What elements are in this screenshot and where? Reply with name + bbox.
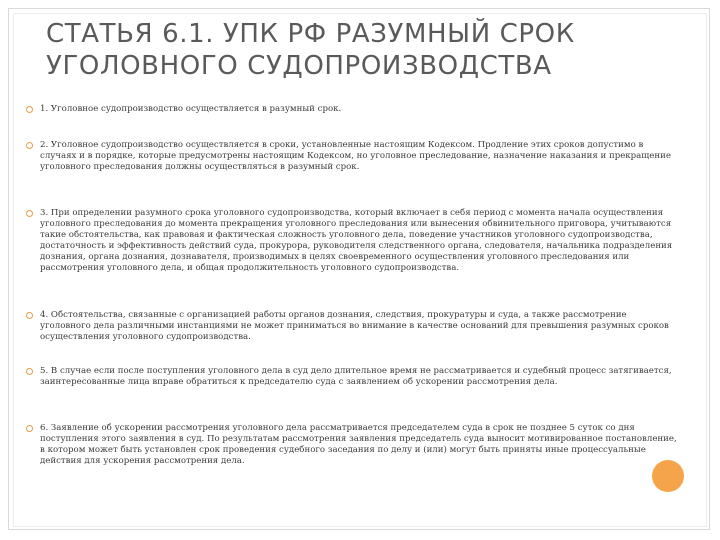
clause-text: 6. Заявление об ускорении рассмотрения уголовного дела рассматривается председателем суда в срок не позднее 5 суток со дня поступления этого заявления в суд. По результатам рассмотрения заявления председатель суда выносит мотивированное постановление, в котором может быть установлен срок проведения судебного заседания по делу и (или) могут быть приняты иные процессуальные действия для ускорения рассмотрения дела. (40, 423, 677, 466)
clause-text: 1. Уголовное судопроизводство осуществляется в разумный срок. (40, 104, 342, 114)
clause-text: 5. В случае если после поступления уголовного дела в суд дело длительное время не рассматривается и судебный процесс затягивается, заинтересованные лица вправе обратиться к председателю суда с заявлением об ускорении рассмотрения дела. (40, 366, 672, 387)
clause-item-3 (40, 208, 680, 273)
clause-text: 2. Уголовное судопроизводство осуществляется в сроки, установленные настоящим Кодексом. Продление этих сроков допустимо в случаях и в порядке, которые предусмотрены настоящим Кодексом, но уголовное преследование, назначение наказания и прекращение уголовного преследования должны осуществляться в разумный срок. (40, 140, 671, 172)
accent-dot-icon (652, 460, 684, 492)
clause-text: 4. Обстоятельства, связанные с организацией работы органов дознания, следствия, прокуратуры и суда, а также рассмотрение уголовного дела различными инстанциями не может приниматься во внимание в качестве оснований для превышения разумных сроков осуществления уголовного судопроизводства. (40, 310, 669, 342)
clause-item-5 (40, 366, 680, 388)
clause-item-6 (40, 423, 680, 467)
clause-text: 3. При определении разумного срока уголовного судопроизводства, который включает в себя период с момента начала осуществления уголовного преследования до момента прекращения уголовного преследования или вынесения обвинительного приговора, учитываются такие обстоятельства, как правовая и фактическая сложность уголовного дела, поведение участников уголовного судопроизводства, достаточность и эффективность действий суда, прокурора, руководителя следственного органа, следователя, начальника подразделения дознания, органа дознания, дознавателя, производимых в целях своевременного осуществления уголовного преследования или рассмотрения уголовного дела, и общая продолжительность уголовного судопроизводства. (40, 208, 673, 273)
clause-item-2 (40, 140, 680, 173)
bullet-circle-icon (26, 425, 33, 432)
bullet-circle-icon (26, 312, 33, 319)
bullet-circle-icon (26, 210, 33, 217)
slide-title: СТАТЬЯ 6.1. УПК РФ РАЗУМНЫЙ СРОК УГОЛОВНОГО СУДОПРОИЗВОДСТВА (46, 19, 575, 81)
clause-item-4 (40, 310, 680, 343)
bullet-circle-icon (26, 368, 33, 375)
clause-item-1 (40, 104, 680, 115)
bullet-circle-icon (26, 106, 33, 113)
bullet-circle-icon (26, 142, 33, 149)
